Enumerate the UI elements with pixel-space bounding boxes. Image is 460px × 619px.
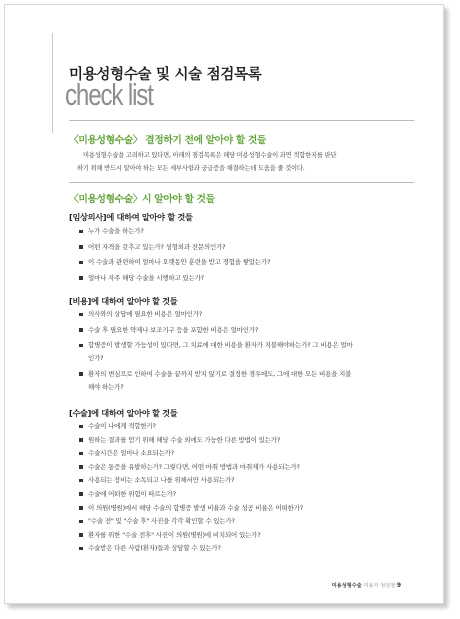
list-item-text: 해야 하는가? xyxy=(88,382,124,391)
list-item-text: 환자의 변심으로 인하여 수술을 끝까지 받지 않기로 결정한 경우에도, 그에 대한 모든 비용을 지불 xyxy=(88,369,352,378)
list-item xyxy=(79,310,419,319)
page-title: 미용성형수술 및 시술 점검목록 xyxy=(69,67,262,83)
list-item xyxy=(79,326,419,335)
square-bullet-icon xyxy=(79,547,83,551)
list-item xyxy=(79,436,419,445)
section-heading-before-decision: 〈미용성형수술〉 결정하기 전에 알아야 할 것들 xyxy=(69,135,266,146)
list-item xyxy=(79,258,419,267)
square-bullet-icon xyxy=(79,344,83,348)
intro-line-1: 미용성형수술을 고려하고 있다면, 아래의 점검목록은 해당 미용성형수술이 과연 적합한지를 판단 xyxy=(83,152,337,159)
list-item xyxy=(79,531,419,540)
page-subtitle: check list xyxy=(65,77,153,112)
square-bullet-icon xyxy=(79,328,83,332)
list-item xyxy=(79,463,419,472)
intro-line-2: 하기 위해 반드시 알아야 하는 모든 세부사항과 궁금증을 해결하는데 도움을 줄 것이다. xyxy=(77,165,305,172)
list-item-text: 이 수술과 관련하여 얼마나 오랫동안 훈련을 받고 경험을 쌓았는가? xyxy=(88,258,271,266)
list-item-text: 이 의원(병원)에서 해당 수술의 합병증 발생 비율과 수술 성공 비율은 어떠한가? xyxy=(88,503,304,512)
divider-top xyxy=(69,120,414,121)
surgery-section-heading: [수술]에 대하여 알아야 할 것들 xyxy=(69,408,178,418)
square-bullet-icon xyxy=(79,425,83,429)
square-bullet-icon xyxy=(79,313,83,317)
list-item-text: 사용되는 장비는 소독되고 나를 위해서만 사용되는가? xyxy=(88,476,235,485)
list-item-text: 수술 후 필요한 약제나 보조기구 등을 포함한 비용은 얼마인가? xyxy=(88,325,259,334)
page-number: 9 xyxy=(396,582,401,589)
square-bullet-icon xyxy=(79,506,83,510)
list-item-text: 인가? xyxy=(88,354,104,362)
square-bullet-icon xyxy=(79,372,83,376)
surgery-checklist xyxy=(79,422,419,558)
list-item xyxy=(79,370,419,392)
square-bullet-icon xyxy=(79,452,83,456)
cost-checklist xyxy=(79,310,419,398)
list-item xyxy=(79,544,419,553)
divider-middle xyxy=(69,182,414,183)
list-item-text: 수술은 통증을 유발하는가? 그렇다면, 어떤 마취 방법과 마취제가 사용되는가? xyxy=(88,462,300,471)
square-bullet-icon xyxy=(79,492,83,496)
list-item-text: 의사와의 상담에 필요한 비용은 얼마인가? xyxy=(88,310,203,318)
square-bullet-icon xyxy=(79,245,83,249)
list-item-text: 원하는 결과를 얻기 위해 해당 수술 외에도 가능한 다른 방법이 있는가? xyxy=(88,435,281,444)
list-item-text: 수술받은 다른 사람(환자)들과 상담할 수 있는가? xyxy=(88,544,221,553)
square-bullet-icon xyxy=(79,465,83,469)
doctor-checklist xyxy=(79,227,419,289)
list-item xyxy=(79,476,419,485)
footer-subtitle: 미용자 점검점 xyxy=(363,583,396,589)
list-item-text: 환자를 위한 "수술 전후" 사진이 의원(병원)에 비치되어 있는가? xyxy=(88,530,261,539)
list-item-text: 얼마나 자주 해당 수술을 시행하고 있는가? xyxy=(88,273,204,282)
list-item xyxy=(79,449,419,458)
list-item-text: 수술이 나에게 적합한가? xyxy=(88,422,156,430)
document-page xyxy=(4,4,444,604)
list-item-text: 어떤 자격을 갖추고 있는가? 성형외과 전문의인가? xyxy=(88,242,226,251)
square-bullet-icon xyxy=(79,261,83,265)
section-heading-during-surgery: 〈미용성형수술〉시 알아야 할 것들 xyxy=(69,194,215,205)
list-item xyxy=(79,422,419,431)
square-bullet-icon xyxy=(79,276,83,280)
list-item xyxy=(79,517,419,526)
list-item xyxy=(79,243,419,252)
list-item xyxy=(79,274,419,283)
square-bullet-icon xyxy=(79,520,83,524)
margin-line xyxy=(52,33,53,133)
square-bullet-icon xyxy=(79,438,83,442)
page-footer xyxy=(332,582,401,589)
list-item-text: 합병증이 발생할 가능성이 있다면, 그 치료에 대한 비용을 환자가 지불해야하는가? 그 비용은 얼마 xyxy=(88,341,353,349)
list-item-text: 수술에 어떠한 위험이 따르는가? xyxy=(88,489,176,498)
list-item-text: "수술 전" 및 "수술 후" 사진을 각각 확인할 수 있는가? xyxy=(88,517,235,526)
square-bullet-icon xyxy=(79,479,83,483)
footer-title: 미용성형수술 xyxy=(331,583,362,589)
list-item-text: 수술시간은 얼마나 소요되는가? xyxy=(88,449,175,458)
list-item xyxy=(79,227,419,236)
list-item xyxy=(79,504,419,513)
doctor-section-heading: [임상의사]에 대하여 알아야 할 것들 xyxy=(69,212,193,222)
square-bullet-icon xyxy=(79,533,83,537)
square-bullet-icon xyxy=(79,230,83,234)
list-item-text: 누가 수술을 하는가? xyxy=(88,227,144,235)
list-item xyxy=(79,490,419,499)
cost-section-heading: [비용]에 대하여 알아야 할 것들 xyxy=(69,296,178,306)
list-item xyxy=(79,341,419,363)
